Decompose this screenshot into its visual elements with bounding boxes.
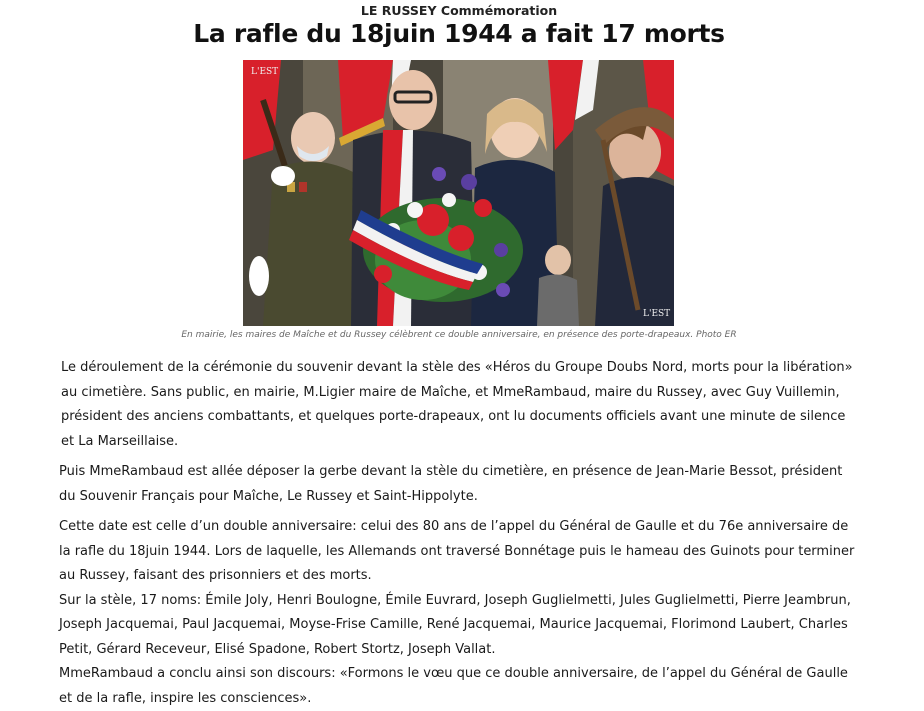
kicker-place: LE RUSSEY: [360, 3, 437, 18]
article-title: La rafle du 18juin 1944 a fait 17 morts: [193, 19, 725, 48]
paragraph: Le déroulement de la cérémonie du souvenir devant la stèle des «Héros du Groupe Doubs Nord, morts pour la libération» au cimetière. Sans public, en mairie, M.Ligier maire de Maîche, et MmeRambaud, maire du Russey, avec Guy Vuillemin, président des anciens combattants, et quelques porte-drapeaux, ont lu documents officiels avant une minute de silence et La Marseillaise.: [61, 360, 853, 449]
article-body: [59, 356, 859, 711]
photo-watermark-bottom: L'EST: [643, 309, 671, 319]
article-photo[interactable]: [243, 60, 674, 326]
paragraph: Sur la stèle, 17 noms: Émile Joly, Henri Boulogne, Émile Euvrard, Joseph Guglielmetti, Jules Guglielmetti, Pierre Jeambrun, Joseph Jacquemai, Paul Jacquemai, Moyse-Frise Camille, René Jacquemai, Maurice Jacquemai, Florimond Laubert, Charles Petit, Gérard Receveur, Elisé Spadone, Robert Stortz, Joseph Vallat.: [59, 592, 851, 657]
photo-watermark-top: L'EST: [251, 67, 279, 77]
article-kicker: [0, 3, 918, 18]
paragraph: Cette date est celle d’un double anniversaire: celui des 80 ans de l’appel du Général de Gaulle et du 76e anniversaire de la rafle du 18juin 1944. Lors de laquelle, les Allemands ont traversé Bonnétage puis le hameau des Guinots pour terminer au Russey, faisant des prisonniers et des morts.: [59, 519, 855, 583]
kicker-rubric: Commémoration: [440, 3, 558, 18]
photo-illustration: [243, 60, 674, 326]
photo-caption: En mairie, les maires de Maîche et du Russey célèbrent ce double anniversaire, en présence des porte-drapeaux. Photo ER: [181, 330, 737, 340]
paragraph: Puis MmeRambaud est allée déposer la gerbe devant la stèle du cimetière, en présence de Jean-Marie Bessot, président du Souvenir Français pour Maîche, Le Russey et Saint-Hippolyte.: [59, 464, 843, 504]
paragraph: MmeRambaud a conclu ainsi son discours: «Formons le vœu que ce double anniversaire, de l’appel du Général de Gaulle et de la rafle, inspire les consciences».: [59, 666, 848, 706]
